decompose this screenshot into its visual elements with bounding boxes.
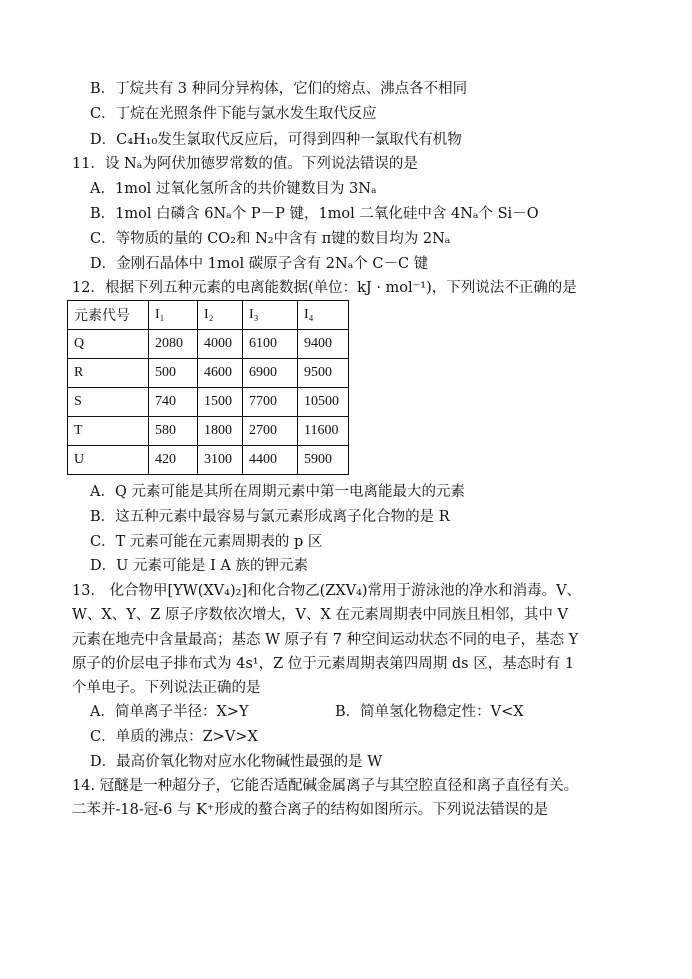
q14-stem-line-1: 14. 冠醚是一种超分子，它能否适配碱金属离子与其空腔直径和离子直径有关。 xyxy=(72,778,579,794)
table-cell: 9500 xyxy=(298,359,349,388)
table-cell: 1800 xyxy=(198,417,243,446)
table-cell: S xyxy=(68,388,149,417)
table-cell: 1500 xyxy=(198,388,243,417)
table-cell: 2080 xyxy=(149,330,198,359)
q11-option-a: A．1mol 过氧化氢所含的共价键数目为 3Nₐ xyxy=(90,181,377,197)
table-cell: 2700 xyxy=(243,417,298,446)
table-cell: U xyxy=(68,446,149,475)
table-cell: 580 xyxy=(149,417,198,446)
table-cell: 9400 xyxy=(298,330,349,359)
table-cell: 3100 xyxy=(198,446,243,475)
table-row xyxy=(68,446,349,475)
table-row xyxy=(68,359,349,388)
ionization-energy-table xyxy=(67,300,349,475)
table-header-cell: I₂ xyxy=(198,301,243,330)
table-cell: Q xyxy=(68,330,149,359)
q11-stem: 11．设 Nₐ为阿伏加德罗常数的值。下列说法错误的是 xyxy=(72,156,418,172)
table-cell: 420 xyxy=(149,446,198,475)
table-cell: 6900 xyxy=(243,359,298,388)
table-cell: 5900 xyxy=(298,446,349,475)
table-cell: 4000 xyxy=(198,330,243,359)
table-header-cell: 元素代号 xyxy=(68,301,149,330)
q11-option-c: C．等物质的量的 CO₂和 N₂中含有 π键的数目均为 2Nₐ xyxy=(90,231,451,247)
table-row xyxy=(68,330,349,359)
table-cell: T xyxy=(68,417,149,446)
q11-option-b: B．1mol 白磷含 6Nₐ个 P－P 键，1mol 二氧化硅中含 4Nₐ个 Si－O xyxy=(90,206,539,222)
table-row xyxy=(68,388,349,417)
table-cell: R xyxy=(68,359,149,388)
q12-option-c: C．T 元素可能在元素周期表的 p 区 xyxy=(90,534,323,550)
q10-option-c: C．丁烷在光照条件下能与氯水发生取代反应 xyxy=(90,106,377,122)
q12-option-b: B．这五种元素中最容易与氯元素形成离子化合物的是 R xyxy=(90,509,450,525)
table-cell: 10500 xyxy=(298,388,349,417)
table-row xyxy=(68,417,349,446)
q13-stem-line-4: 原子的价层电子排布式为 4s¹，Z 位于元素周期表第四周期 ds 区，基态时有 1 xyxy=(72,656,575,672)
q13-option-c: C．单质的沸点：Z>V>X xyxy=(90,729,258,745)
q13-stem-line-3: 元素在地壳中含量最高；基态 W 原子有 7 种空间运动状态不同的电子，基态 Y xyxy=(72,632,579,648)
table-cell: 740 xyxy=(149,388,198,417)
table-cell: 6100 xyxy=(243,330,298,359)
q14-stem-line-2: 二苯并-18-冠-6 与 K⁺形成的螯合离子的结构如图所示。下列说法错误的是 xyxy=(72,802,549,818)
table-cell: 500 xyxy=(149,359,198,388)
q13-stem-line-1: 13． 化合物甲[YW(XV₄)₂]和化合物乙(ZXV₄)常用于游泳池的净水和消毒。V、 xyxy=(72,583,582,599)
table-header-cell: I₃ xyxy=(243,301,298,330)
table-cell: 4400 xyxy=(243,446,298,475)
table-header-cell: I₁ xyxy=(149,301,198,330)
q10-option-b: B．丁烷共有 3 种同分异构体，它们的熔点、沸点各不相同 xyxy=(90,81,468,97)
q12-stem: 12．根据下列五种元素的电离能数据(单位：kJ · mol⁻¹)，下列说法不正确的是 xyxy=(72,280,577,296)
table-cell: 11600 xyxy=(298,417,349,446)
q13-option-d: D．最高价氧化物对应水化物碱性最强的是 W xyxy=(90,754,383,770)
q12-option-a: A．Q 元素可能是其所在周期元素中第一电离能最大的元素 xyxy=(90,484,465,500)
q13-option-a: A．简单离子半径：X>Y xyxy=(90,704,249,720)
q13-option-b: B．简单氢化物稳定性：V<X xyxy=(335,704,524,720)
table-cell: 4600 xyxy=(198,359,243,388)
q13-stem-line-5: 个单电子。下列说法正确的是 xyxy=(72,680,261,696)
q12-option-d: D．U 元素可能是 I A 族的钾元素 xyxy=(90,558,308,574)
table-header-row xyxy=(68,301,349,330)
q10-option-d: D．C₄H₁₀发生氯取代反应后，可得到四种一氯取代有机物 xyxy=(90,132,462,148)
q11-option-d: D．金刚石晶体中 1mol 碳原子含有 2Nₐ个 C－C 键 xyxy=(90,256,429,272)
table-cell: 7700 xyxy=(243,388,298,417)
q13-stem-line-2: W、X、Y、Z 原子序数依次增大，V、X 在元素周期表中同族且相邻，其中 V xyxy=(72,607,568,623)
table-header-cell: I₄ xyxy=(298,301,349,330)
